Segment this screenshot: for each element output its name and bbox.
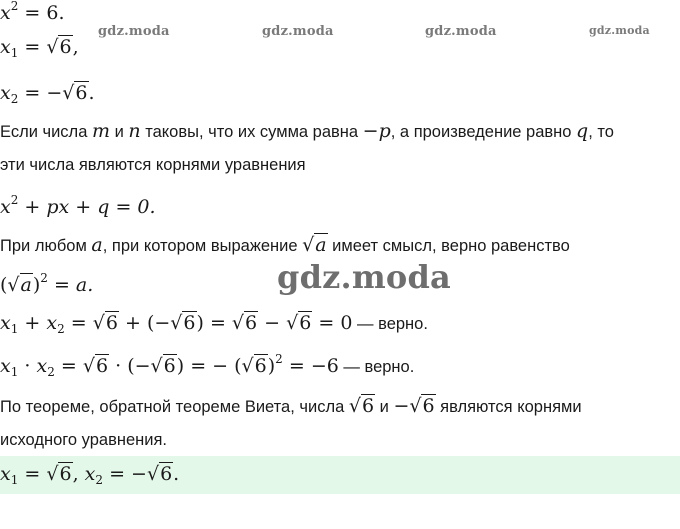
paragraph: При любом a, при котором выражение √a имеет смысл, верно равенство — [0, 234, 570, 256]
root-x1-line: $x_1 = √6$, — [0, 36, 79, 60]
sqrt: √a — [302, 234, 327, 256]
watermark-large: gdz.moda — [277, 258, 451, 296]
paragraph: исходного уравнения. — [0, 431, 167, 449]
sqrt: √6 — [82, 355, 109, 377]
sum-check-line: $x_1 + x_2 = √6 + (-√6) = √6 - √6 = 0$ — верно. — [0, 312, 428, 336]
equation-line: $x^2 = 6$. — [0, 0, 65, 24]
root-x2-line: $x_2 = -√6$. — [0, 82, 95, 106]
paragraph: эти числа являются корнями уравнения — [0, 156, 306, 174]
paragraph: Если числа m и n таковы, что их сумма равна −p, а произведение равно q, то — [0, 120, 614, 142]
sqrt: √6 — [150, 355, 176, 377]
watermark: gdz.moda — [589, 24, 650, 37]
sqrt: √6 — [348, 395, 375, 417]
sqrt: √6 — [170, 312, 196, 334]
sqrt: √6 — [46, 36, 72, 58]
equation-line: $x^2$ + px + q = 0. — [0, 193, 156, 218]
sqrt: √a — [7, 274, 32, 296]
watermark: gdz.moda — [425, 24, 497, 39]
watermark: gdz.moda — [262, 24, 334, 39]
sqrt: √6 — [231, 312, 258, 334]
paragraph: По теореме, обратной теореме Виета, числа √6 и −√6 являются корнями — [0, 395, 582, 417]
sqrt: √6 — [409, 395, 435, 417]
sqrt: √6 — [241, 355, 267, 377]
sqrt: √6 — [46, 463, 72, 485]
sqrt: √6 — [286, 312, 312, 334]
product-check-line: $x_1 \cdot x_2 = √6 \cdot (-√6)$ = − $(√6)^2 = -6$ — верно. — [0, 352, 415, 379]
equation-line: $(√a)^2 = a$. — [0, 271, 94, 296]
watermark: gdz.moda — [98, 24, 170, 39]
sqrt: √6 — [146, 463, 173, 485]
sqrt: √6 — [92, 312, 118, 334]
answer-line: $x_1 = √6$, $x_2 = -√6$. — [0, 463, 180, 487]
sqrt: √6 — [62, 82, 88, 104]
